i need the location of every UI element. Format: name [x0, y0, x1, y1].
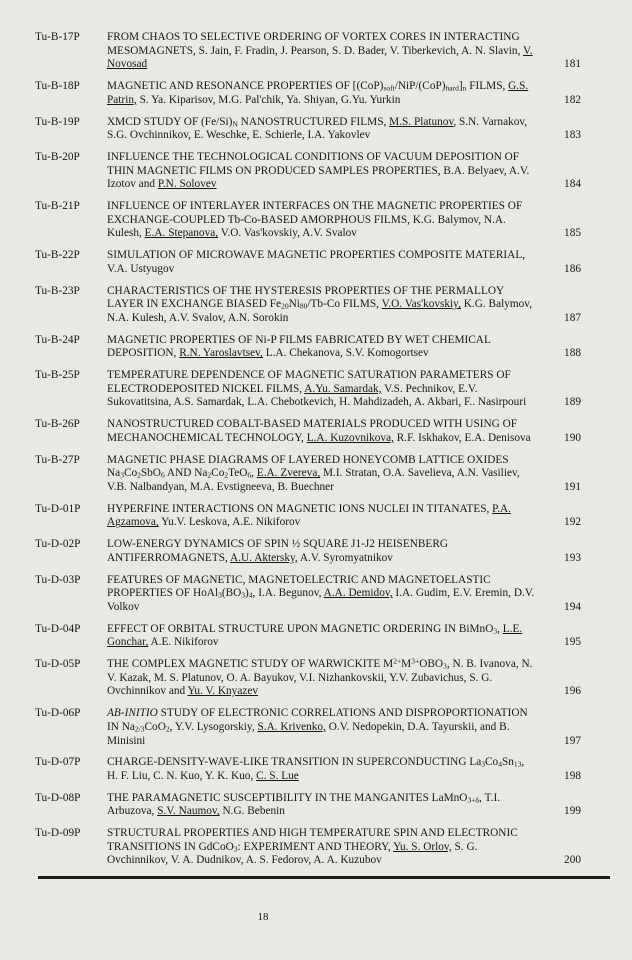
toc-entry: [35, 503, 581, 530]
entry-code: Tu-B-18P: [35, 80, 80, 93]
entry-title-authors: [107, 574, 551, 615]
entry-code: Tu-B-23P: [35, 284, 80, 297]
subscript: 4: [248, 590, 253, 600]
presenting-author: M.S. Platunov: [389, 115, 454, 128]
toc-entry: [35, 756, 581, 783]
text-run: , I.A. Begunov,: [252, 587, 324, 600]
subscript: 3: [233, 844, 238, 854]
presenting-author: Yu. V. Knyazev: [187, 685, 259, 698]
entry-page-number: 187: [564, 311, 581, 324]
subscript: 3: [481, 759, 485, 769]
entry-page-number: 198: [564, 769, 581, 782]
subscript: N: [232, 119, 238, 129]
presenting-author: V. Novosad: [107, 44, 533, 71]
text-run: , N. B. Ivanova, N. V. Kazak, M. S. Platunov, O. A. Bayukov, V.I. Nizhankovskii, Y.V. Zubavichus, S. G. Ovchinnikov and: [107, 658, 533, 698]
text-run: THE COMPLEX MAGNETIC STUDY OF WARWICKITE M: [107, 658, 394, 671]
subscript: 2: [165, 724, 170, 734]
entry-title-authors: [107, 658, 551, 699]
entry-title-authors: [107, 285, 551, 326]
text-run: M.I. Stratan, O.A. Savelieva, A.N. Vasiliev, V.B. Nalbandyan, M.A. Evstigneeva, B. Buechner: [107, 467, 520, 493]
presenting-author: A.U. Aktersky,: [230, 551, 298, 564]
entry-title-authors: [107, 538, 551, 565]
entry-title-authors: [107, 827, 551, 868]
text-run: A.V. Syromyatnikov: [297, 551, 393, 564]
subscript: 80: [299, 301, 308, 311]
text-run: L.A. Chekanova, S.V. Komogortsev: [262, 347, 429, 360]
presenting-author: P.N. Solovev: [157, 178, 217, 191]
text-run: V.S. Pechnikov, E.V. Sukovatitsina, A.S. Samardak, L.A. Chebotkevich, H. Mahdizadeh, A. Akbari, F.. Nasirpouri: [107, 382, 527, 409]
entry-code: Tu-B-17P: [35, 31, 80, 43]
presenting-author: L.E. Gonchar,: [107, 622, 523, 649]
presenting-author: C. S. Lue: [256, 769, 299, 782]
toc-entry: [35, 80, 581, 107]
toc-entry: [35, 574, 581, 615]
entry-page-number: 182: [564, 93, 581, 106]
presenting-author: S.A. Krivenko,: [257, 720, 326, 733]
text-run: ): [245, 587, 249, 600]
text-run: MAGNETIC PHASE DIAGRAMS OF LAYERED HONEYCOMB LATTICE OXIDES Na: [107, 453, 509, 480]
entry-page-number: 194: [564, 600, 581, 613]
subscript: 3: [241, 590, 246, 600]
entry-code: Tu-D-03P: [35, 573, 81, 586]
subscript: 13: [513, 759, 522, 769]
entry-code: Tu-B-27P: [35, 453, 80, 466]
text-run: TEMPERATURE DEPENDENCE OF MAGNETIC SATURATION PARAMETERS OF ELECTRODEPOSITED NICKEL FILMS,: [107, 369, 511, 395]
presenting-author: L.A. Kuzovnikova,: [306, 431, 394, 444]
text-run: OBO: [419, 658, 444, 671]
subscript: 4: [498, 759, 502, 769]
subscript: soft: [383, 83, 395, 93]
text-run: STUDY OF ELECTRONIC CORRELATIONS AND DISPROPORTIONATION IN Na: [107, 707, 528, 733]
text-run: EFFECT OF ORBITAL STRUCTURE UPON MAGNETIC ORDERING IN BiMnO: [107, 622, 494, 635]
entry-code: Tu-B-21P: [35, 200, 80, 213]
entry-page-number: 191: [564, 480, 581, 493]
text-run: XMCD STUDY OF (Fe/Si): [107, 115, 233, 128]
toc-entry: [35, 454, 581, 495]
subscript: 6: [247, 470, 252, 480]
text-run: INFLUENCE THE TECHNOLOGICAL CONDITIONS OF VACUUM DEPOSITION OF THIN MAGNETIC FILMS ON PRODUCED SAMPLES PROPERTIES, B.A. Belyaev, A.V. Izotov and: [107, 150, 530, 191]
subscript: 3: [120, 470, 124, 480]
subscript: 6: [160, 470, 165, 480]
toc-entry: [35, 707, 581, 748]
subscript: 3: [443, 661, 447, 671]
entry-page-number: 185: [564, 227, 581, 240]
text-run: NANOSTRUCTURED FILMS,: [237, 115, 390, 128]
subscript: 2: [224, 470, 229, 480]
entry-code: Tu-B-25P: [35, 369, 80, 382]
superscript: 3+: [411, 656, 420, 666]
entry-page-number: 186: [564, 262, 581, 275]
subscript: 3: [218, 590, 222, 600]
text-run: FROM CHAOS TO SELECTIVE ORDERING OF VORTEX CORES IN INTERACTING MESOMAGNETS, S. Jain, F. Fradin, J. Pearson, S. D. Bader, V. Tiberkevich, A. N. Slavin,: [107, 31, 524, 57]
entry-page-number: 183: [564, 129, 581, 142]
entry-page-number: 192: [564, 516, 581, 529]
presenting-author: E.A. Zvereva,: [256, 467, 321, 480]
toc-entry: [35, 200, 581, 241]
presenting-author: Yu. S. Orlov,: [393, 840, 452, 853]
entry-page-number: 190: [564, 431, 581, 444]
entry-page-number: 184: [564, 178, 581, 191]
entry-code: Tu-D-02P: [35, 538, 81, 551]
entry-code: Tu-B-24P: [35, 333, 80, 346]
text-run: HYPERFINE INTERACTIONS ON MAGNETIC IONS NUCLEI IN TITANATES,: [107, 502, 493, 515]
text-run: N.G. Bebenin: [219, 805, 285, 818]
text-run: CHARACTERISTICS OF THE HYSTERESIS PROPERTIES OF THE PERMALLOY LAYER IN EXCHANGE BIASED Fe: [107, 284, 504, 311]
presenting-author: E.A. Stepanova,: [144, 227, 219, 240]
entry-title-authors: [107, 792, 551, 819]
toc-entry: [35, 623, 581, 650]
toc-entry: [35, 116, 581, 143]
text-run: ]: [458, 80, 463, 93]
text-run: FILMS,: [466, 80, 509, 93]
text-run: THE PARAMAGNETIC SUSCEPTIBILITY IN THE MANGANITES LaMnO: [107, 791, 468, 804]
text-run: R.F. Iskhakov, E.A. Denisova: [393, 431, 531, 444]
entry-code: Tu-D-06P: [35, 707, 81, 720]
presenting-author: A.Yu. Samardak,: [304, 382, 382, 395]
presenting-author: A.A. Demidov,: [323, 587, 393, 600]
subscript: 3: [493, 626, 498, 636]
text-run: K.G. Balymov, N.A. Kulesh, A.V. Svalov, A.N. Sorokin: [107, 298, 533, 324]
subscript: 2/3: [134, 724, 145, 734]
text-run: MAGNETIC PROPERTIES OF Ni-P FILMS FABRICATED BY WET CHEMICAL DEPOSITION,: [107, 333, 491, 360]
text-run: NANOSTRUCTURED COBALT-BASED MATERIALS PRODUCED WITH USING OF MECHANOCHEMICAL TECHNOLOGY,: [107, 418, 518, 444]
toc-entry: [35, 538, 581, 565]
text-run: LOW-ENERGY DYNAMICS OF SPIN ½ SQUARE J1-J2 HEISENBERG ANTIFERROMAGNETS,: [107, 538, 449, 564]
text-run: Co: [123, 467, 138, 480]
text-run: , H. F. Liu, C. N. Kuo, Y. K. Kuo,: [107, 756, 525, 782]
entry-code: Tu-B-22P: [35, 249, 80, 262]
entry-code: Tu-B-19P: [35, 115, 80, 128]
text-run: Sn: [501, 756, 514, 769]
text-run: ,: [497, 622, 503, 635]
entry-title-authors: [107, 369, 551, 410]
text-run: AB-INITIO: [107, 707, 158, 720]
page-number-footer: 18: [257, 911, 269, 923]
text-run: I.A. Gudim, E.V. Eremin, D.V. Volkov: [107, 587, 535, 613]
footer-divider-line: [38, 876, 610, 879]
text-run: /Tb-Co FILMS,: [307, 298, 382, 311]
entry-page-number: 200: [564, 854, 581, 867]
text-run: S. Ya. Kiparisov, M.G. Pal'chik, Ya. Shiyan, G.Yu. Yurkin: [136, 93, 401, 106]
text-run: /NiP/(CoP): [394, 80, 446, 93]
entry-code: Tu-D-04P: [35, 622, 81, 635]
entry-title-authors: [107, 454, 551, 495]
text-run: TeO: [228, 467, 248, 480]
text-run: MAGNETIC AND RESONANCE PROPERTIES OF [(CoP): [107, 80, 384, 93]
text-run: ,: [251, 467, 257, 480]
text-run: CoO: [144, 720, 166, 733]
text-run: , Y.V. Lysogorskiy,: [169, 720, 258, 733]
entry-page-number: 196: [564, 685, 581, 698]
entry-code: Tu-D-07P: [35, 756, 81, 769]
text-run: O.V. Nedopekin, D.A. Tayurskii, and B. Minisini: [107, 720, 510, 747]
text-run: Yu.V. Leskova, A.E. Nikiforov: [158, 516, 301, 529]
entry-page-number: 195: [564, 636, 581, 649]
presenting-author: G.S. Patrin,: [107, 80, 529, 106]
text-run: , T.I. Arbuzova,: [107, 791, 501, 818]
text-run: Ni: [288, 298, 300, 311]
subscript: 2: [207, 470, 212, 480]
subscript: 3+δ: [467, 795, 479, 805]
entry-page-number: 197: [564, 734, 581, 747]
text-run: : EXPERIMENT AND THEORY,: [237, 840, 394, 853]
entry-title-authors: [107, 503, 551, 530]
entry-title-authors: [107, 80, 551, 107]
entry-title-authors: [107, 334, 551, 361]
text-run: , S.N. Varnakov, S.G. Ovchinnikov, E. Weschke, E. Schierle, I.A. Yakovlev: [107, 115, 528, 142]
subscript: hard: [445, 83, 459, 93]
text-run: SbO: [140, 467, 161, 480]
entry-page-number: 188: [564, 347, 581, 360]
toc-entry: [35, 418, 581, 445]
text-run: (BO: [221, 587, 242, 600]
text-run: Co: [485, 756, 499, 769]
text-run: A.E. Nikiforov: [148, 636, 219, 649]
toc-entry: [35, 31, 581, 72]
entry-code: Tu-D-01P: [35, 502, 81, 515]
entry-title-authors: [107, 623, 551, 650]
entry-title-authors: [107, 200, 551, 241]
entry-title-authors: [107, 116, 551, 143]
subscript: 2: [137, 470, 141, 480]
toc-entry: [35, 369, 581, 410]
toc-entry: [35, 285, 581, 326]
toc-list: [35, 31, 581, 876]
toc-entry: [35, 151, 581, 192]
entry-code: Tu-D-05P: [35, 658, 81, 671]
presenting-author: R.N. Yaroslavtsev,: [179, 347, 263, 360]
toc-entry: [35, 827, 581, 868]
presenting-author: P.A. Agzamova,: [107, 502, 512, 529]
entry-code: Tu-D-09P: [35, 827, 81, 840]
text-run: FEATURES OF MAGNETIC, MAGNETOELECTRIC AND MAGNETOELASTIC PROPERTIES OF HoAl: [107, 573, 491, 600]
text-run: Co: [211, 467, 225, 480]
text-run: SIMULATION OF MICROWAVE MAGNETIC PROPERTIES COMPOSITE MATERIAL, V.A. Ustyugov: [107, 249, 526, 275]
presenting-author: V.O. Vas'kovskiy,: [381, 298, 461, 311]
subscript: n: [462, 83, 467, 93]
entry-title-authors: [107, 756, 551, 783]
entry-title-authors: [107, 151, 551, 192]
entry-title-authors: [107, 249, 551, 276]
entry-page-number: 189: [564, 396, 581, 409]
subscript: 20: [281, 301, 289, 311]
entry-page-number: 181: [564, 58, 581, 71]
toc-entry: [35, 334, 581, 361]
text-run: M: [401, 658, 412, 671]
superscript: 2+: [393, 656, 402, 666]
toc-entry: [35, 792, 581, 819]
text-run: AND Na: [164, 467, 208, 480]
entry-page-number: 199: [564, 805, 581, 818]
entry-code: Tu-B-20P: [35, 150, 80, 163]
entry-code: Tu-D-08P: [35, 791, 81, 804]
text-run: V.O. Vas'kovskiy, A.V. Svalov: [218, 227, 357, 240]
entry-code: Tu-B-26P: [35, 418, 80, 431]
presenting-author: S.V. Naumov,: [157, 805, 220, 818]
entry-title-authors: [107, 707, 551, 748]
text-run: S. G. Ovchinnikov, V. A. Dudnikov, A. S. Fedorov, A. A. Kuzubov: [107, 840, 478, 867]
entry-title-authors: [107, 418, 551, 445]
toc-entry: [35, 249, 581, 276]
text-run: CHARGE-DENSITY-WAVE-LIKE TRANSITION IN SUPERCONDUCTING La: [107, 756, 482, 769]
entry-title-authors: [107, 31, 551, 72]
text-run: INFLUENCE OF INTERLAYER INTERFACES ON THE MAGNETIC PROPERTIES OF EXCHANGE-COUPLED Tb-Co-BASED AMORPHOUS FILMS, K.G. Balymov, N.A. Kulesh,: [107, 200, 523, 240]
text-run: STRUCTURAL PROPERTIES AND HIGH TEMPERATURE SPIN AND ELECTRONIC TRANSITIONS IN GdCoO: [107, 827, 518, 853]
toc-entry: [35, 658, 581, 699]
entry-page-number: 193: [564, 551, 581, 564]
